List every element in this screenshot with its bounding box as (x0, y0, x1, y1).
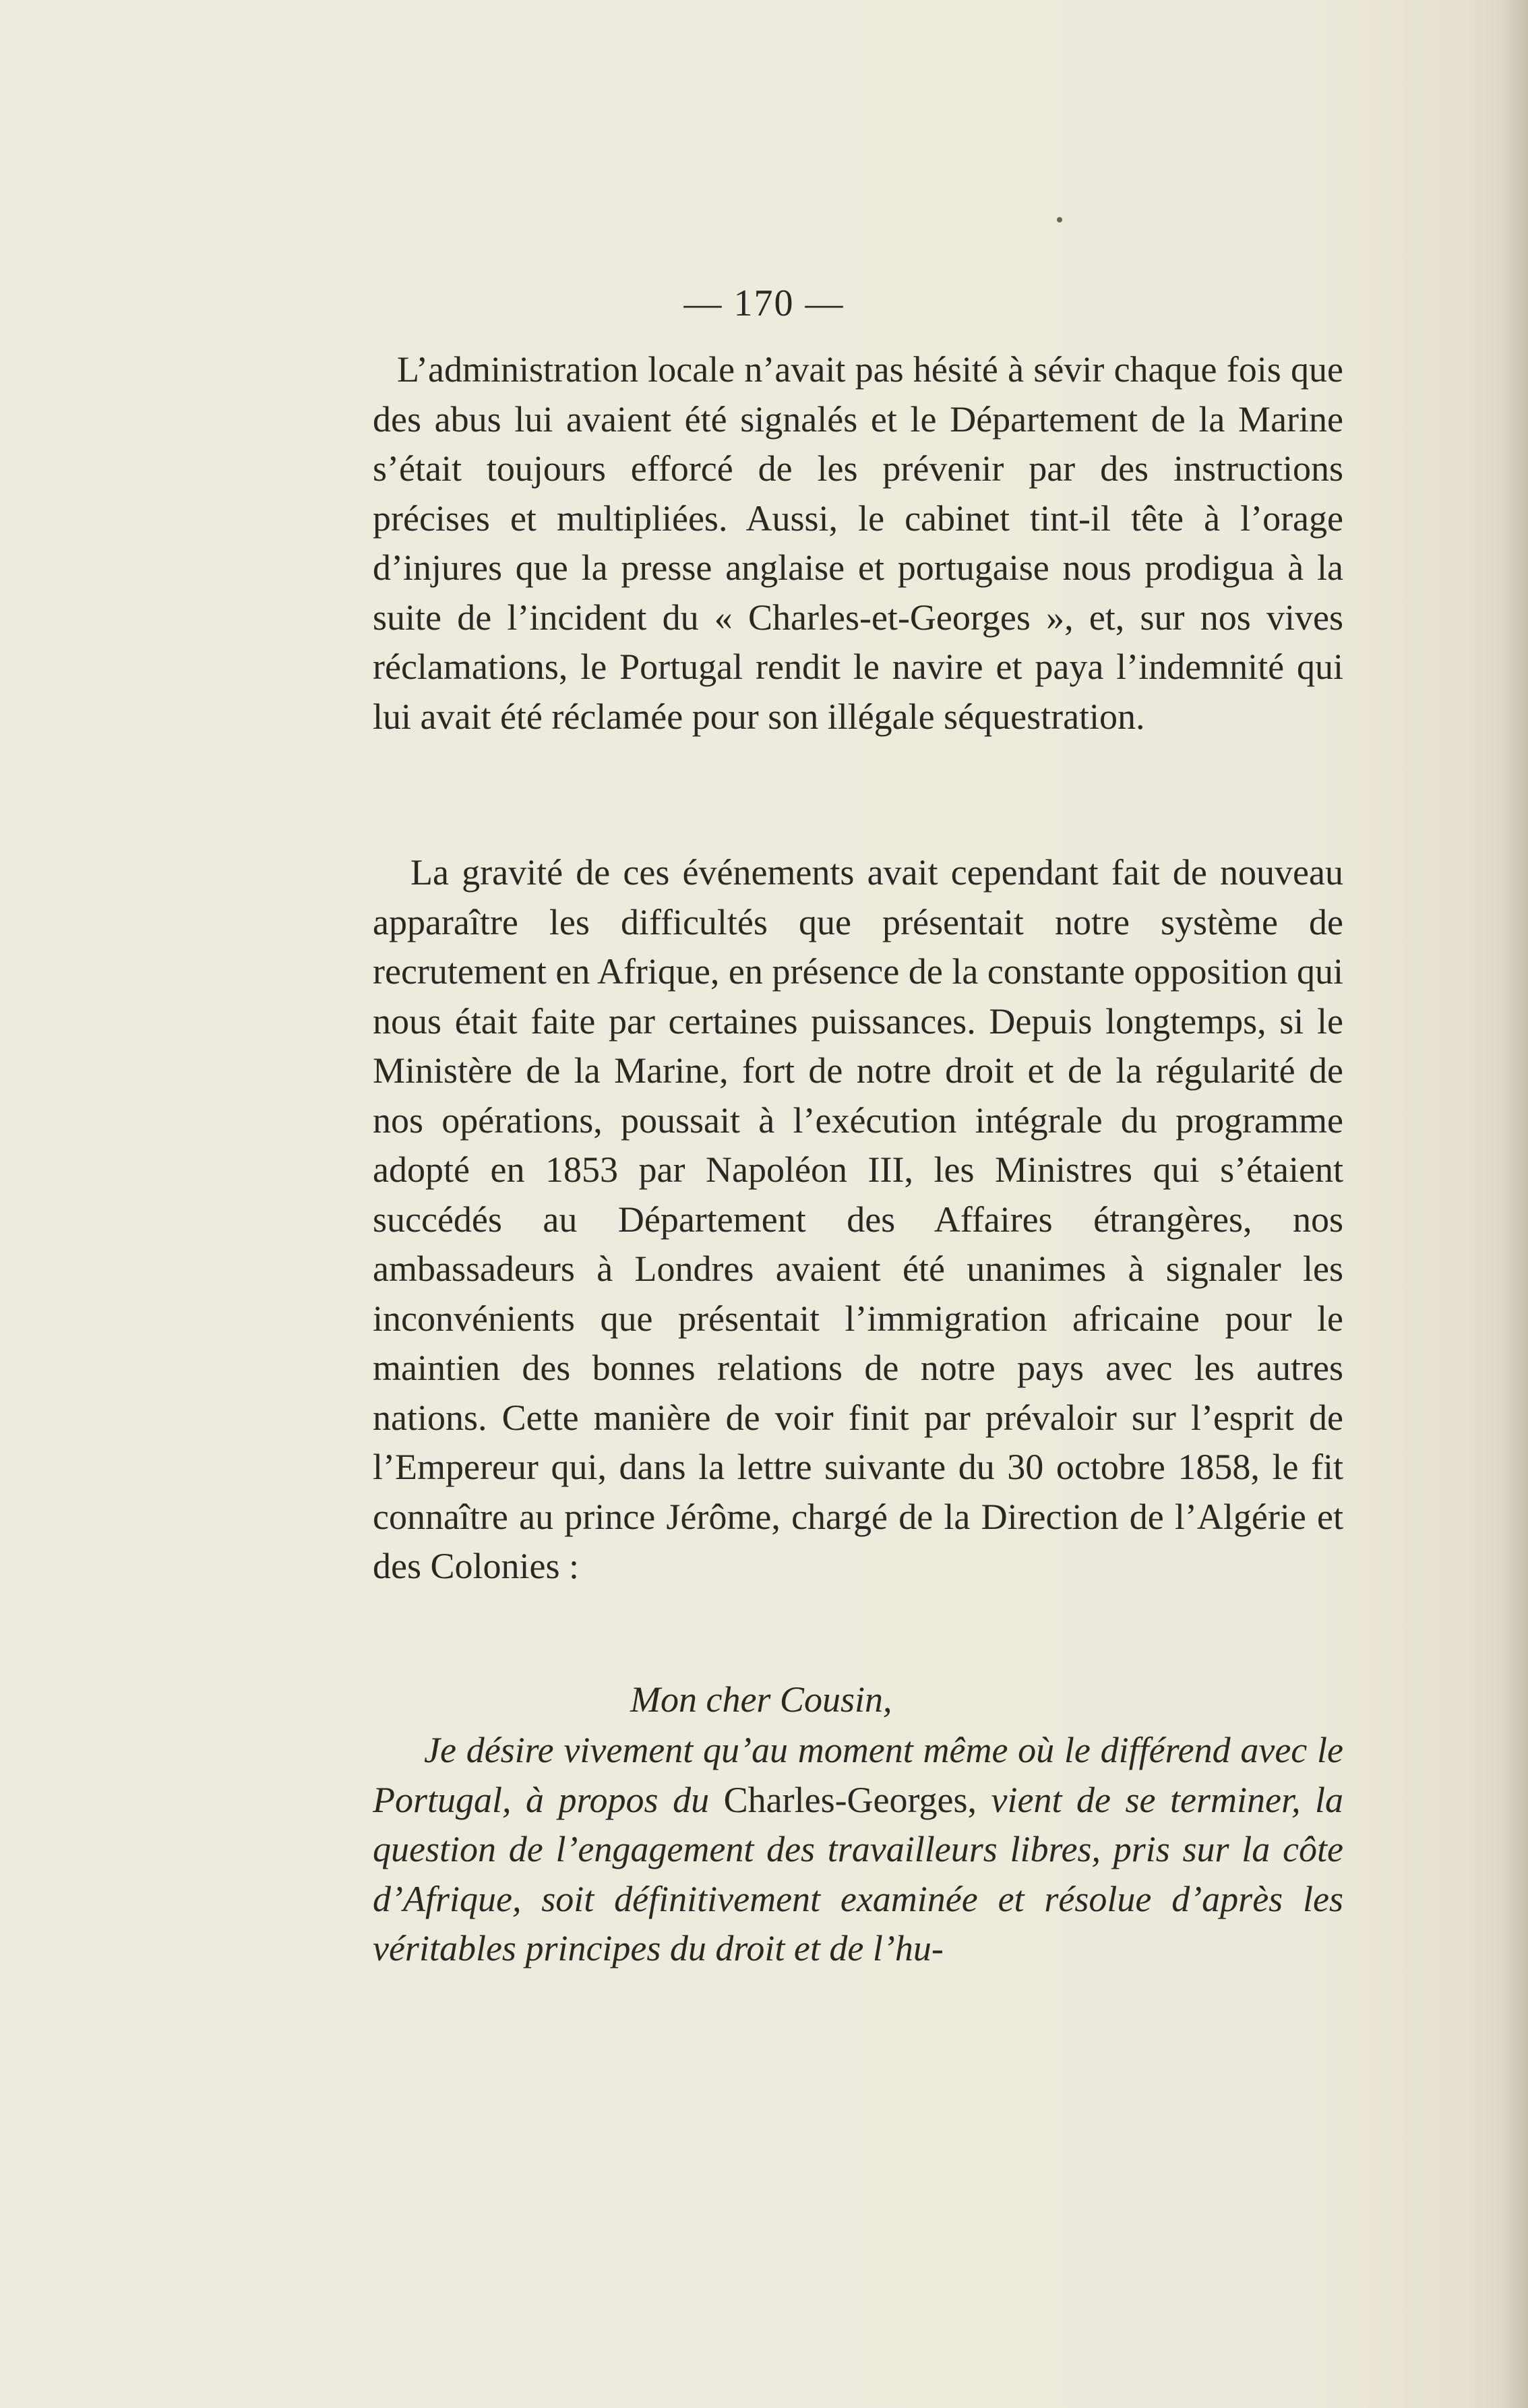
letter-salutation: Mon cher Cousin, (630, 1679, 892, 1720)
letter-text-part-1: Je désire vivement qu’au moment même où le différend avec le Portugal, à propos du (373, 1730, 1343, 1820)
letter-body (373, 1726, 1343, 1974)
letter-ship-name: Charles-Georges, (723, 1779, 977, 1820)
letter-text-part-2: vient de se terminer, la question de l’engagement des travailleurs libres, pris sur la côte d’Afrique, soit définitivement examinée et résolue d’après les véritables principes du droit et de l’hu- (373, 1779, 1344, 1968)
page-number: — 170 — (683, 282, 845, 324)
paragraph-1: L’administration locale n’avait pas hésité à sévir chaque fois que des abus lui avaient été signalés et le Département de la Marine s’était toujours efforcé de les prévenir par des instructions précises et multipliées. Aussi, le cabinet tint-il tête à l’orage d’injures que la presse anglaise et portugaise nous prodigua à la suite de l’incident du « Charles-et-Georges », et, sur nos vives réclamations, le Portugal rendit le navire et paya l’indemnité qui lui avait été réclamée pour son illégale séquestration. (373, 349, 1343, 737)
paragraph-2: La gravité de ces événements avait cependant fait de nouveau apparaître les difficultés que présentait notre système de recrutement en Afrique, en présence de la constante opposition qui nous était faite par certaines puissances. Depuis longtemps, si le Ministère de la Marine, fort de notre droit et de la régularité de nos opérations, poussait à l’exécution intégrale du programme adopté en 1853 par Napoléon III, les Ministres qui s’étaient succédés au Département des Affaires étrangères, nos ambassadeurs à Londres avaient été unanimes à signaler les inconvénients que présentait l’immigration africaine pour le maintien des bonnes relations de notre pays avec les autres nations. Cette manière de voir finit par prévaloir sur l’esprit de l’Empereur qui, dans la lettre suivante du 30 octobre 1858, le fit connaître au prince Jérôme, chargé de la Direction de l’Algérie et des Colonies : (373, 852, 1343, 1586)
print-speck (1057, 217, 1062, 222)
page-edge-shadow (1501, 0, 1528, 2408)
